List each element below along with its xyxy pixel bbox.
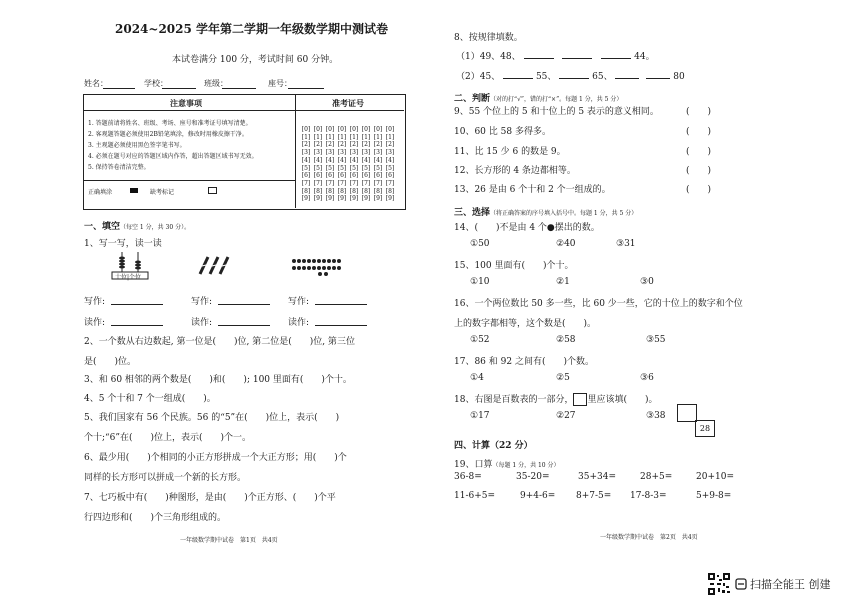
notice-item: 3. 主观题必须使用黑色签字笔书写。 bbox=[88, 142, 186, 149]
option[interactable]: ①17 bbox=[470, 411, 490, 421]
header-divider bbox=[83, 110, 404, 111]
question-16-line-1: 16、一个两位数比 50 多一些，比 60 少一些，它的十位上的数字和个位 bbox=[454, 299, 743, 309]
exam-id-grid[interactable] bbox=[300, 126, 396, 203]
sequence-2-end: 80 bbox=[673, 72, 685, 82]
question-2-line-2: 是( )位。 bbox=[84, 357, 137, 367]
calc-item[interactable]: 8+7-5= bbox=[576, 491, 612, 501]
calc-item[interactable]: 28+5= bbox=[640, 472, 673, 482]
school-field[interactable] bbox=[162, 78, 196, 89]
question-3: 3、和 60 相邻的两个数是( )和( ); 100 里面有( )个十。 bbox=[84, 375, 352, 385]
judge-item: 12、长方形的 4 条边都相等。 bbox=[454, 166, 576, 176]
missing-mark-label: 缺考标记 bbox=[150, 189, 175, 196]
option[interactable]: ②40 bbox=[556, 239, 576, 249]
calc-item[interactable]: 9+4-6= bbox=[520, 491, 556, 501]
exam-subtitle: 本试卷满分 100 分，考试时间 60 分钟。 bbox=[172, 55, 339, 65]
judge-answer[interactable]: ( ) bbox=[686, 147, 712, 157]
read-label: 读作: bbox=[84, 318, 106, 328]
option[interactable]: ③31 bbox=[616, 239, 636, 249]
question-5-line-1: 5、我们国家有 56 个民族。56 的“5”在( )位上，表示( ) bbox=[84, 413, 340, 423]
digit-row: [7] [7] [7] [7] [7] [7] [7] [7] bbox=[301, 179, 395, 187]
missing-mark-box[interactable] bbox=[208, 187, 217, 194]
digit-row: [1] [1] [1] [1] [1] [1] [1] [1] bbox=[301, 133, 395, 141]
notice-item: 4. 必须在题号对应的答题区域内作答，超出答题区域书写无效。 bbox=[88, 153, 258, 160]
calc-item[interactable]: 20+10= bbox=[696, 472, 734, 482]
judge-item: 10、60 比 58 多得多。 bbox=[454, 127, 551, 137]
filled-mark-sample bbox=[130, 188, 138, 193]
judge-item: 11、比 15 少 6 的数是 9。 bbox=[454, 147, 566, 157]
judge-answer[interactable]: ( ) bbox=[686, 107, 712, 117]
sequence-1-start: （1）49、48、 bbox=[456, 52, 521, 62]
sequence-1-end: 44。 bbox=[634, 52, 655, 62]
question-15: 15、100 里面有( )个十。 bbox=[454, 261, 574, 271]
option[interactable]: ③38 bbox=[646, 411, 666, 421]
option[interactable]: ①50 bbox=[470, 239, 490, 249]
section-3-note: （将正确答案的序号填入括号中。每题 1 分，共 5 分） bbox=[490, 210, 638, 217]
section-4-title: 四、计算 bbox=[454, 441, 491, 451]
section-2-heading bbox=[454, 86, 622, 105]
question-19-heading bbox=[454, 452, 560, 471]
sequence-2-blank[interactable] bbox=[615, 68, 639, 79]
sequence-2-mid1: 55、 bbox=[535, 72, 557, 82]
write-label: 写作: bbox=[288, 297, 310, 307]
notice-item: 1. 答题前请将姓名、班级、考场、座号和准考证号填写清楚。 bbox=[88, 120, 252, 127]
hundred-chart-blank-cell bbox=[573, 393, 587, 406]
option[interactable]: ②58 bbox=[556, 335, 576, 345]
calc-item[interactable]: 35+34= bbox=[578, 472, 616, 482]
sequence-2-blank[interactable] bbox=[559, 68, 589, 79]
write-answer-2[interactable] bbox=[218, 294, 270, 305]
option[interactable]: ①52 bbox=[470, 335, 490, 345]
question-4: 4、5 个十和 7 个一组成( )。 bbox=[84, 394, 216, 404]
section-4-heading bbox=[454, 433, 533, 452]
page-footer: 一年级数学期中试卷 第1页 共4页 bbox=[180, 537, 278, 544]
scanner-watermark: 扫描全能王 创建 bbox=[750, 578, 831, 591]
calc-item[interactable]: 11-6+5= bbox=[454, 491, 496, 501]
qr-code-icon bbox=[707, 572, 731, 596]
write-answer-1[interactable] bbox=[111, 294, 163, 305]
question-19-note: （每题 1 分，共 10 分） bbox=[492, 462, 560, 469]
question-18-pre: 18、右图是百数表的一部分， bbox=[454, 395, 574, 405]
hundred-chart-cell bbox=[677, 404, 697, 422]
write-answer-3[interactable] bbox=[315, 294, 367, 305]
scanner-logo-icon bbox=[735, 578, 747, 590]
page-footer: 一年级数学期中试卷 第2页 共4页 bbox=[600, 534, 698, 541]
question-7-line-1: 7、七巧板中有( )种图形，是由( )个正方形、( )个平 bbox=[84, 493, 336, 503]
calc-item[interactable]: 35-20= bbox=[516, 472, 550, 482]
option[interactable]: ②27 bbox=[556, 411, 576, 421]
judge-answer[interactable]: ( ) bbox=[686, 127, 712, 137]
option[interactable]: ②5 bbox=[556, 373, 570, 383]
option[interactable]: ③55 bbox=[646, 335, 666, 345]
digit-row: [5] [5] [5] [5] [5] [5] [5] [5] bbox=[301, 164, 395, 172]
school-label: 学校： bbox=[144, 79, 168, 88]
read-label: 读作: bbox=[191, 318, 213, 328]
sequence-1-blank[interactable] bbox=[601, 48, 631, 59]
fill-mark-label: 正确填涂 bbox=[88, 189, 113, 196]
digit-row: [4] [4] [4] [4] [4] [4] [4] [4] bbox=[301, 156, 395, 164]
judge-item: 13、26 是由 6 个十和 2 个一组成的。 bbox=[454, 185, 611, 195]
sequence-2-blank[interactable] bbox=[646, 68, 670, 79]
digit-row: [8] [8] [8] [8] [8] [8] [8] [8] bbox=[301, 187, 395, 195]
notice-divider bbox=[83, 180, 295, 181]
write-label: 写作: bbox=[191, 297, 213, 307]
seat-field[interactable] bbox=[288, 78, 324, 89]
section-1-note: （每空 1 分，共 30 分）。 bbox=[120, 224, 191, 231]
option[interactable]: ①4 bbox=[470, 373, 484, 383]
calc-item[interactable]: 5+9-8= bbox=[696, 491, 732, 501]
question-16-line-2: 上的数字都相等，这个数是( )。 bbox=[454, 319, 597, 329]
sequence-2 bbox=[456, 68, 685, 82]
exam-id-header: 准考证号 bbox=[332, 98, 364, 108]
digit-row: [6] [6] [6] [6] [6] [6] [6] [6] bbox=[301, 172, 395, 180]
section-4-points: （22 分） bbox=[490, 441, 533, 451]
section-1-heading bbox=[84, 214, 190, 233]
calc-item[interactable]: 17-8-3= bbox=[630, 491, 667, 501]
sequence-1-blank[interactable] bbox=[524, 48, 554, 59]
notice-item: 2. 客观题答题必须使用2B铅笔填涂，修改时用橡皮擦干净。 bbox=[88, 131, 248, 138]
question-7-line-2: 行四边形和( )个三角形组成的。 bbox=[84, 513, 227, 523]
sequence-2-mid2: 65、 bbox=[592, 72, 613, 82]
read-answer-1[interactable] bbox=[111, 315, 163, 326]
question-18-post: 里应该填( )。 bbox=[587, 395, 658, 405]
sequence-1-blank[interactable] bbox=[562, 48, 592, 59]
sequence-1 bbox=[456, 48, 655, 62]
option[interactable]: ③0 bbox=[640, 277, 654, 287]
section-3-heading bbox=[454, 200, 637, 219]
read-answer-3[interactable] bbox=[315, 315, 367, 326]
page-title: 2024~2025 学年第二学期一年级数学期中测试卷 bbox=[115, 22, 389, 36]
column-divider bbox=[295, 94, 296, 208]
read-answer-2[interactable] bbox=[218, 315, 270, 326]
section-2-note: （对的打“√”，错的打“×”。每题 1 分，共 5 分） bbox=[490, 96, 623, 103]
question-14: 14、( )不是由 4 个●摆出的数。 bbox=[454, 223, 600, 233]
question-19: 19、口算 bbox=[454, 460, 493, 470]
question-2-line-1: 2、一个数从右边数起, 第一位是( )位, 第二位是( )位, 第三位 bbox=[84, 337, 355, 347]
question-8: 8、按规律填数。 bbox=[454, 33, 523, 43]
option[interactable]: ①10 bbox=[470, 277, 490, 287]
question-1: 1、写一写，读一读 bbox=[84, 239, 162, 249]
judge-answer[interactable]: ( ) bbox=[686, 166, 712, 176]
question-17: 17、86 和 92 之间有( )个数。 bbox=[454, 357, 594, 367]
judge-item: 9、55 个位上的 5 和十位上的 5 表示的意义相同。 bbox=[454, 107, 659, 117]
hundred-chart-cell-28: 28 bbox=[695, 420, 715, 437]
digit-row: [0] [0] [0] [0] [0] [0] [0] [0] bbox=[301, 126, 395, 133]
option[interactable]: ②1 bbox=[556, 277, 570, 287]
sequence-2-start: （2）45、 bbox=[456, 72, 501, 82]
stick-bundles-icon bbox=[196, 254, 236, 278]
name-label: 姓名： bbox=[84, 79, 108, 88]
section-1-title: 一、填空 bbox=[84, 222, 121, 232]
section-2-title: 二、判断 bbox=[454, 94, 491, 104]
question-18 bbox=[454, 392, 657, 406]
question-5-line-2: 个十;“6”在( )位上，表示( )个一。 bbox=[84, 433, 252, 443]
judge-answer[interactable]: ( ) bbox=[686, 185, 712, 195]
write-label: 写作: bbox=[84, 297, 106, 307]
notice-header: 注意事项 bbox=[170, 98, 202, 108]
digit-row: [9] [9] [9] [9] [9] [9] [9] [9] bbox=[301, 195, 395, 203]
option[interactable]: ③6 bbox=[640, 373, 654, 383]
bead-counters-icon bbox=[290, 254, 348, 278]
notice-item: 5. 保持答卷清洁完整。 bbox=[88, 164, 150, 171]
class-field[interactable] bbox=[222, 78, 256, 89]
digit-row: [3] [3] [3] [3] [3] [3] [3] [3] bbox=[301, 149, 395, 157]
sequence-2-blank[interactable] bbox=[503, 68, 533, 79]
section-3-title: 三、选择 bbox=[454, 208, 491, 218]
read-label: 读作: bbox=[288, 318, 310, 328]
name-field[interactable] bbox=[103, 78, 135, 89]
calc-item[interactable]: 36-8= bbox=[454, 472, 482, 482]
question-6-line-1: 6、最少用( )个相同的小正方形拼成一个大正方形；用( )个 bbox=[84, 453, 347, 463]
class-label: 班级： bbox=[204, 79, 228, 88]
abacus-label: 十位|个位 bbox=[115, 274, 142, 281]
question-6-line-2: 同样的长方形可以拼成一个新的长方形。 bbox=[84, 473, 247, 483]
digit-row: [2] [2] [2] [2] [2] [2] [2] [2] bbox=[301, 141, 395, 149]
seat-label: 座号： bbox=[268, 79, 292, 88]
